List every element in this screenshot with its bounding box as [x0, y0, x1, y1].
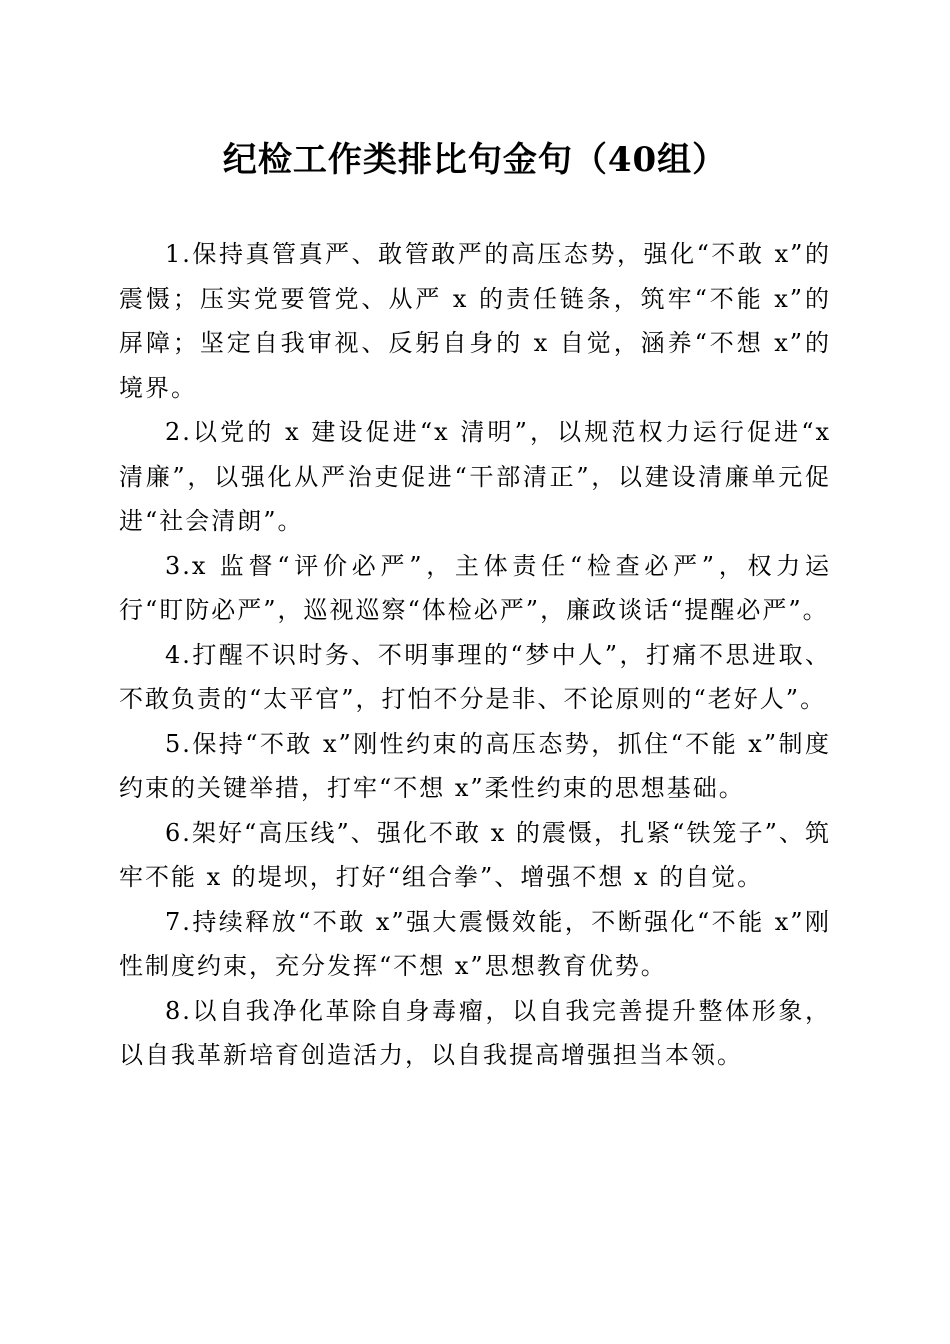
document-body [119, 232, 831, 1078]
paragraph-5: 5.保持“不敢 x”刚性约束的高压态势，抓住“不能 x”制度约束的关键举措，打牢“不想 x”柔性约束的思想基础。 [119, 729, 831, 802]
paragraph-4: 4.打醒不识时务、不明事理的“梦中人”，打痛不思进取、不敢负责的“太平官”，打怕不分是非、不论原则的“老好人”。 [119, 640, 831, 713]
document-title: 纪检工作类排比句金句（40组） [222, 140, 728, 180]
paragraph-1: 1.保持真管真严、敢管敢严的高压态势，强化“不敢 x”的震慑；压实党要管党、从严 x 的责任链条，筑牢“不能 x”的屏障；坚定自我审视、反躬自身的 x 自觉，涵养“不想 x”的境界。 [119, 240, 831, 402]
paragraph-2: 2.以党的 x 建设促进“x 清明”，以规范权力运行促进“x 清廉”，以强化从严治吏促进“干部清正”，以建设清廉单元促进“社会清朗”。 [119, 418, 831, 535]
paragraph-8: 8.以自我净化革除自身毒瘤，以自我完善提升整体形象，以自我革新培育创造活力，以自我提高增强担当本领。 [119, 996, 831, 1069]
paragraph-3: 3.x 监督“评价必严”，主体责任“检查必严”，权力运行“盯防必严”，巡视巡察“体检必严”，廉政谈话“提醒必严”。 [119, 551, 831, 624]
paragraph-7: 7.持续释放“不敢 x”强大震慑效能，不断强化“不能 x”刚性制度约束，充分发挥“不想 x”思想教育优势。 [119, 907, 831, 980]
paragraph-6: 6.架好“高压线”、强化不敢 x 的震慑，扎紧“铁笼子”、筑牢不能 x 的堤坝，打好“组合拳”、增强不想 x 的自觉。 [119, 818, 831, 891]
